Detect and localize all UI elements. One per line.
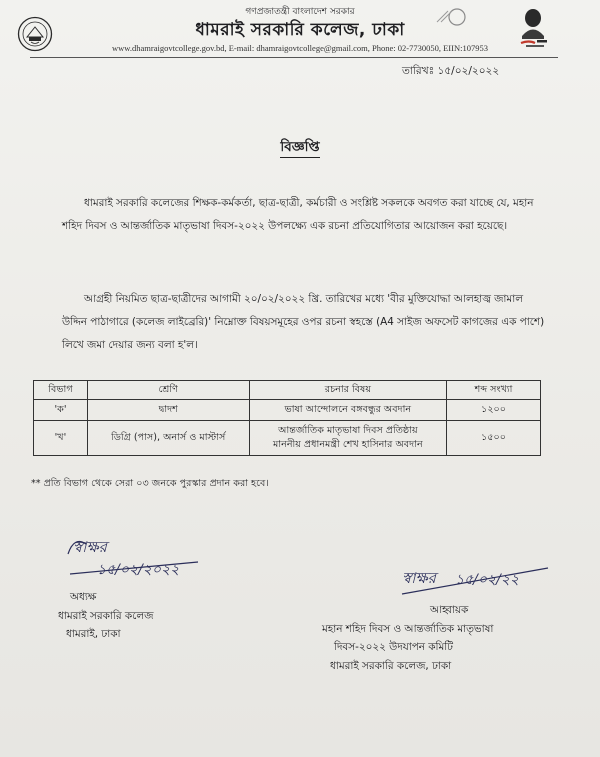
convener-handwritten-date: ১৫/০২/২২ — [455, 572, 520, 588]
notice-paragraph-1: ধামরাই সরকারি কলেজের শিক্ষক-কর্মকর্তা, ছাত্র-ছাত্রী, কর্মচারী ও সংশ্লিষ্ট সকলকে অবগত করা যাচ্ছে যে, মহান শহিদ দিবস ও আন্তর্জাতিক মাতৃভাষা দিবস-২০২২ উপলক্ষ্যে এক রচনা প্রতিযোগিতার আয়োজন করা হয়েছে। — [62, 197, 534, 232]
table-header-row — [34, 381, 541, 400]
cell-topic-line-1: আন্তর্জাতিক মাতৃভাষা দিবস প্রতিষ্ঠায় — [278, 425, 418, 436]
principal-title: অধ্যক্ষ — [70, 591, 97, 603]
cell-topic-line-2: মাননীয় প্রধানমন্ত্রী শেখ হাসিনার অবদান — [273, 439, 423, 450]
prize-note: ** প্রতি বিভাগ থেকে সেরা ০৩ জনকে পুরস্কার প্রদান করা হবে। — [31, 478, 269, 489]
convener-signature-strokes — [398, 558, 558, 598]
cell-class: ডিগ্রি (পাস), অনার্স ও মাস্টার্স — [87, 421, 249, 456]
cell-word-count: ১৫০০ — [447, 421, 541, 456]
principal-place: ধামরাই, ঢাকা — [66, 628, 121, 640]
header-class: শ্রেণি — [87, 381, 249, 400]
cell-topic — [249, 421, 447, 456]
header-divider — [30, 57, 558, 58]
principal-org: ধামরাই সরকারি কলেজ — [58, 609, 154, 622]
convener-line-2: দিবস-২০২২ উদযাপন কমিটি — [334, 641, 453, 653]
convener-line-1: মহান শহিদ দিবস ও আন্তর্জাতিক মাতৃভাষা — [322, 622, 494, 635]
convener-handwritten-signature: স্বাক্ষর — [402, 569, 436, 587]
convener-block — [322, 601, 493, 675]
notice-date: তারিখঃ ১৫/০২/২০২২ — [402, 65, 500, 77]
principal-block — [58, 588, 153, 644]
government-heading: গণপ্রজাতন্ত্রী বাংলাদেশ সরকার — [245, 7, 355, 17]
notice-title-text: বিজ্ঞপ্তি — [280, 139, 319, 158]
cell-division: 'খ' — [34, 421, 88, 456]
header-topic: রচনার বিষয় — [249, 381, 447, 400]
principal-signature-strokes — [66, 534, 206, 584]
competition-table — [33, 380, 541, 456]
table-row — [34, 400, 541, 421]
college-name: ধামরাই সরকারি কলেজ, ঢাকা — [195, 20, 405, 40]
cell-class: দ্বাদশ — [87, 400, 249, 421]
header-word-count: শব্দ সংখ্যা — [447, 381, 541, 400]
principal-handwritten-signature: স্বাক্ষর — [73, 538, 107, 556]
table-row — [34, 421, 541, 456]
cell-division: 'ক' — [34, 400, 88, 421]
principal-handwritten-date: ১৫/০২/২০২২ — [97, 562, 180, 578]
convener-line-3: ধামরাই সরকারি কলেজ, ঢাকা — [330, 659, 452, 672]
cell-word-count: ১২০০ — [447, 400, 541, 421]
convener-title: আহ্বায়ক — [430, 604, 469, 616]
cell-topic: ভাষা আন্দোলনে বঙ্গবন্ধুর অবদান — [249, 400, 447, 421]
notice-title — [0, 136, 600, 159]
contact-line: www.dhamraigovtcollege.gov.bd, E-mail: dhamraigovtcollege@gmail.com, Phone: 02-7730050, EIIN:107953 — [112, 43, 488, 53]
header-division: বিভাগ — [34, 381, 88, 400]
notice-paragraph-2: আগ্রহী নিয়মিত ছাত্র-ছাত্রীদের আগামী ২০/০২/২০২২ খ্রি. তারিখের মধ্যে 'বীর মুক্তিযোদ্ধা আলহাজ্ব জামাল উদ্দিন পাঠাগারে (কলেজ লাইব্রেরি)' নিম্নোক্ত বিষয়সমূহের ওপর রচনা স্বহস্তে (A4 সাইজ অফসেট কাগজের এক পাশে) লিখে জমা দেয়ার জন্য বলা হ'ল। — [62, 293, 545, 351]
